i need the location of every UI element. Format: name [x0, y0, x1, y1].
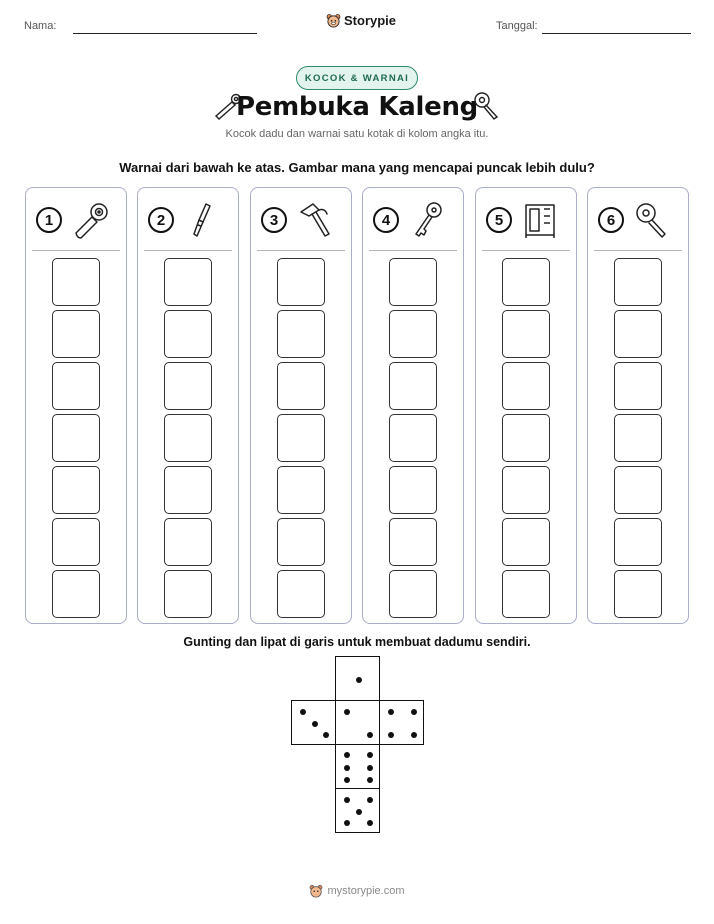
column-6 — [587, 187, 689, 624]
coloring-box[interactable] — [52, 518, 100, 566]
cabinet-icon — [520, 200, 560, 240]
column-5 — [475, 187, 577, 624]
die-face-6 — [335, 744, 380, 789]
coloring-box[interactable] — [502, 518, 550, 566]
coloring-box[interactable] — [389, 258, 437, 306]
coloring-box[interactable] — [52, 570, 100, 618]
coloring-box[interactable] — [52, 414, 100, 462]
coloring-box[interactable] — [277, 362, 325, 410]
pip — [388, 709, 394, 715]
coloring-box[interactable] — [164, 414, 212, 462]
coloring-box[interactable] — [277, 466, 325, 514]
pip — [344, 797, 350, 803]
coloring-box[interactable] — [614, 518, 662, 566]
coloring-box[interactable] — [277, 310, 325, 358]
pip — [323, 732, 329, 738]
footer-url[interactable]: mystorypie.com — [327, 885, 405, 897]
pip — [344, 752, 350, 758]
footer — [0, 884, 714, 898]
pip — [367, 765, 373, 771]
column-divider — [32, 250, 120, 251]
column-divider — [482, 250, 570, 251]
column-divider — [144, 250, 232, 251]
pip — [344, 765, 350, 771]
pip — [388, 732, 394, 738]
column-number: 5 — [486, 207, 512, 233]
brand-logo — [326, 13, 396, 28]
coloring-box[interactable] — [614, 310, 662, 358]
pip — [367, 752, 373, 758]
column-divider — [257, 250, 345, 251]
coloring-instruction: Warnai dari bawah ke atas. Gambar mana yang mencapai puncak lebih dulu? — [119, 160, 595, 175]
column-3 — [250, 187, 352, 624]
column-number: 1 — [36, 207, 62, 233]
pip — [367, 820, 373, 826]
coloring-box[interactable] — [277, 258, 325, 306]
pip — [367, 777, 373, 783]
coloring-box[interactable] — [164, 518, 212, 566]
pip — [411, 732, 417, 738]
pip — [411, 709, 417, 715]
name-label: Nama: — [24, 20, 57, 32]
date-line[interactable] — [542, 33, 691, 34]
column-2 — [137, 187, 239, 624]
name-line[interactable] — [73, 33, 257, 34]
coloring-box[interactable] — [502, 466, 550, 514]
coloring-box[interactable] — [614, 570, 662, 618]
coloring-box[interactable] — [389, 466, 437, 514]
coloring-box[interactable] — [502, 362, 550, 410]
die-face-4 — [379, 700, 424, 745]
bear-mascot-icon — [309, 884, 323, 898]
coloring-box[interactable] — [502, 414, 550, 462]
die-face-3 — [291, 700, 336, 745]
rotary-can-opener-icon — [70, 200, 110, 240]
coloring-box[interactable] — [389, 570, 437, 618]
column-1 — [25, 187, 127, 624]
pip — [312, 721, 318, 727]
coloring-box[interactable] — [52, 310, 100, 358]
column-number: 2 — [148, 207, 174, 233]
pip — [344, 820, 350, 826]
die-face-5 — [335, 788, 380, 833]
pip — [356, 677, 362, 683]
pip — [344, 777, 350, 783]
can-opener-icon — [632, 200, 672, 240]
coloring-box[interactable] — [614, 466, 662, 514]
coloring-box[interactable] — [614, 414, 662, 462]
coloring-box[interactable] — [614, 362, 662, 410]
coloring-box[interactable] — [277, 414, 325, 462]
coloring-box[interactable] — [389, 310, 437, 358]
coloring-box[interactable] — [389, 414, 437, 462]
die-face-1 — [335, 656, 380, 701]
column-number: 6 — [598, 207, 624, 233]
coloring-box[interactable] — [52, 258, 100, 306]
coloring-box[interactable] — [52, 466, 100, 514]
pip — [300, 709, 306, 715]
bear-mascot-icon — [326, 13, 341, 28]
coloring-box[interactable] — [164, 466, 212, 514]
coloring-box[interactable] — [164, 258, 212, 306]
coloring-box[interactable] — [277, 518, 325, 566]
column-4 — [362, 187, 464, 624]
coloring-box[interactable] — [277, 570, 325, 618]
pip — [367, 797, 373, 803]
column-divider — [369, 250, 457, 251]
coloring-box[interactable] — [164, 362, 212, 410]
activity-badge: KOCOK & WARNAI — [296, 66, 418, 90]
coloring-box[interactable] — [164, 570, 212, 618]
coloring-box[interactable] — [164, 310, 212, 358]
brand-name: Storypie — [344, 13, 397, 28]
coloring-box[interactable] — [614, 258, 662, 306]
coloring-box[interactable] — [502, 258, 550, 306]
column-number: 3 — [261, 207, 287, 233]
coloring-box[interactable] — [502, 570, 550, 618]
die-face-2 — [335, 700, 380, 745]
craft-knife-icon — [182, 200, 222, 240]
hammer-icon — [295, 200, 335, 240]
column-number: 4 — [373, 207, 399, 233]
cut-instruction: Gunting dan lipat di garis untuk membuat dadumu sendiri. — [183, 635, 531, 649]
page-subtitle: Kocok dadu dan warnai satu kotak di kolom angka itu. — [225, 128, 489, 140]
coloring-box[interactable] — [389, 518, 437, 566]
pip — [356, 809, 362, 815]
page-title: Pembuka Kaleng — [236, 92, 478, 122]
key-icon — [407, 200, 447, 240]
coloring-box[interactable] — [389, 362, 437, 410]
coloring-box[interactable] — [52, 362, 100, 410]
can-opener-title-icon-right — [472, 90, 502, 122]
date-label: Tanggal: — [496, 20, 538, 32]
coloring-box[interactable] — [502, 310, 550, 358]
column-divider — [594, 250, 682, 251]
pip — [344, 709, 350, 715]
pip — [367, 732, 373, 738]
